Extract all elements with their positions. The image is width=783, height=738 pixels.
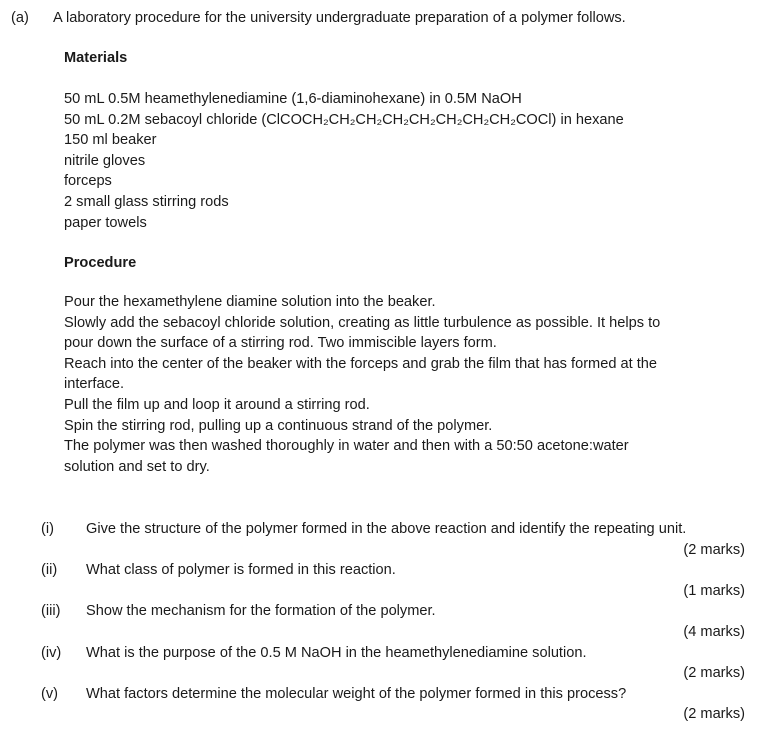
procedure-line: Spin the stirring rod, pulling up a continuous strand of the polymer. [64,417,493,434]
procedure-heading: Procedure [64,255,137,271]
intro-text: A laboratory procedure for the university undergraduate preparation of a polymer follows. [53,10,626,26]
materials-heading: Materials [64,50,128,66]
procedure-line: Slowly add the sebacoyl chloride solution, creating as little turbulence as possible. It helps to [64,314,661,331]
question-marks: (1 marks) [683,583,745,599]
question-text: What factors determine the molecular weight of the polymer formed in this process? [86,686,627,702]
procedure-line: The polymer was then washed thoroughly in water and then with a 50:50 acetone:water [64,438,629,455]
list-item: 2 small glass stirring rods [64,193,229,210]
procedure-line: pour down the surface of a stirring rod. Two immiscible layers form. [64,335,497,352]
list-item: forceps [64,173,112,190]
list-item: 50 mL 0.5M heamethylenediamine (1,6-diaminohexane) in 0.5M NaOH [64,91,522,107]
procedure-line: Reach into the center of the beaker with the forceps and grab the film that has formed at the [64,355,658,372]
question-number: (v) [41,686,59,702]
question-marks: (4 marks) [683,624,745,640]
question-number: (iii) [41,603,61,619]
question-text: What class of polymer is formed in this reaction. [86,562,396,578]
question-number: (i) [41,521,54,537]
procedure-line: Pull the film up and loop it around a stirring rod. [64,396,370,413]
materials-list [64,89,624,233]
question-number: (iv) [41,645,62,661]
list-item: paper towels [64,214,147,231]
question-text: Give the structure of the polymer formed in the above reaction and identify the repeating unit. [86,521,687,537]
question-text: Show the mechanism for the formation of the polymer. [86,603,436,619]
list-item: 150 ml beaker [64,132,157,149]
question-marks: (2 marks) [683,542,745,558]
part-label: (a) [11,10,29,26]
question-text: What is the purpose of the 0.5 M NaOH in the heamethylenediamine solution. [86,645,587,661]
procedure-line: Pour the hexamethylene diamine solution into the beaker. [64,294,436,310]
question-number: (ii) [41,562,58,578]
procedure-line: solution and set to dry. [64,458,210,475]
question-marks: (2 marks) [683,706,745,722]
question-marks: (2 marks) [683,665,745,681]
procedure-text [64,292,660,477]
procedure-line: interface. [64,376,125,393]
list-item: 50 mL 0.2M sebacoyl chloride (ClCOCH₂CH₂CH₂CH₂CH₂CH₂CH₂CH₂COCl) in hexane [64,111,624,128]
list-item: nitrile gloves [64,152,146,169]
